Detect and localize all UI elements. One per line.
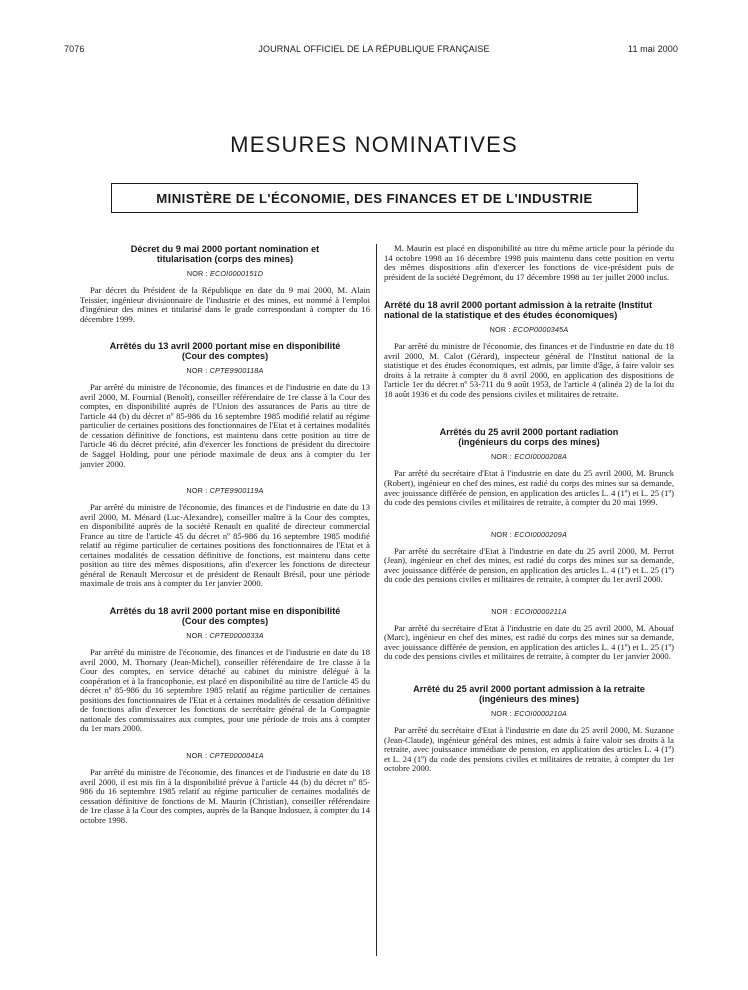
- nor-code: ECOI0000208A: [514, 452, 567, 462]
- nor-code: ECOP0000345A: [512, 325, 569, 335]
- nor-reference: [384, 607, 674, 616]
- nor-reference: [384, 325, 674, 334]
- nor-label: NOR :: [491, 606, 513, 616]
- ministry-name: MINISTÈRE DE L'ÉCONOMIE, DES FINANCES ET DE L'INDUSTRIE: [156, 190, 593, 206]
- section-paragraph: Par arrêté du ministre de l'économie, des finances et de l'industrie en date du 18 avril 2000, il est mis fin à la disponibilité prévue à l'article 44 (b) du décret nº 85-986 du 16 septembre 1985 relatif au régime particulier de certaines modalités de cessation définitive de fonctions de M. Maurin (Christian), conseiller référendaire de 1re classe à la Cour des comptes, auprès de la Banque Indosuez, à compter du 14 octobre 1998.: [80, 766, 370, 825]
- nor-code: CPTE0000041A: [209, 750, 264, 760]
- nor-label: NOR :: [186, 269, 208, 278]
- continued-paragraph: M. Maurin est placé en disponibilité au titre du même article pour la période du 14 octobre 1998 au 16 décembre 1998 puis maintenu dans cette position en vertu des mêmes dispositions afin d'exercer les fonctions de vice-président puis de président de la société Degrémont, du 17 décembre 1998 au 1er juillet 2000 inclus.: [384, 243, 674, 282]
- nor-code: CPTE9900119A: [209, 486, 264, 496]
- nor-label: NOR :: [491, 452, 512, 462]
- arretes-18-avril-heading: [80, 606, 370, 626]
- radiation-heading: [384, 427, 674, 447]
- nor-label: NOR :: [186, 486, 208, 496]
- nor-reference: [80, 269, 370, 278]
- section-title: Arrêté du 18 avril 2000 portant admission à la retraite (Institut national de la statistique et des études économiques): [384, 300, 653, 321]
- nor-code: ECOI0000151D: [210, 269, 264, 278]
- section-paragraph: Par arrêté du ministre de l'économie, des finances et de l'industrie en date du 13 avril 2000, M. Fournial (Benoît), conseiller référendaire de 1re classe à la Cour des comptes, en disponibilité auprès de l'Union des assurances de Paris au titre de l'article 44 (b) du décret nº 85-986 du 16 septembre 1985 modifié relatif au régime particulier de certaines positions des fonctionnaires de l'Etat et à certaines modalités de cessation définitive de fonctions, est maintenu dans cette position au titre de l'article 46 du décret précité, afin d'exercer les fonctions de président du directoire de Saggel Holding, pour une période maximale de deux ans à compter du 1er janvier 2000.: [80, 382, 370, 469]
- section-title: Arrêté du 25 avril 2000 portant admission à la retraite (ingénieurs des mines): [413, 684, 645, 705]
- retraite-mines-heading: [384, 684, 674, 704]
- nor-label: NOR :: [186, 631, 208, 641]
- section-paragraph: Par arrêté du secrétaire d'Etat à l'industrie en date du 25 avril 2000, M. Brunck (Robert), ingénieur en chef des mines, est radié du corps des mines sur sa demande, avec jouissance différée de pension, en application des articles L. 4 (1º) et L. 25 (1º) du code des pensions civiles et militaires de retraite, à compter du 20 mai 1999.: [384, 468, 674, 508]
- section-title: Arrêtés du 18 avril 2000 portant mise en disponibilité (Cour des comptes): [109, 606, 341, 627]
- nor-code: ECOI0000211A: [514, 606, 567, 616]
- page-number: 7076: [64, 44, 85, 54]
- nor-code: CPTE9900118A: [209, 366, 264, 376]
- section-paragraph: Par arrêté du secrétaire d'Etat à l'industrie en date du 25 avril 2000, M. Abouaf (Marc), ingénieur en chef des mines, est radié du corps des mines sur sa demande, avec jouissance différée de pension, en application des articles L. 4 (1º) et L. 25 (1º) du code des pensions civiles et militaires de retraite, à compter du 1er janvier 2000.: [384, 622, 674, 662]
- nor-code: CPTE0000033A: [209, 631, 264, 641]
- nor-reference: [80, 366, 370, 375]
- arretes-13-avril-heading: [80, 341, 370, 361]
- section-paragraph: Par arrêté du secrétaire d'Etat à l'industrie en date du 25 avril 2000, M. Perrot (Jean), ingénieur en chef des mines, est radié du corps des mines sur sa demande, avec jouissance différée de pension, en application des articles L. 4 (1º) et L. 25 (1º) du code des pensions civiles et militaires de retraite, à compter du 1er avril 2000.: [384, 545, 674, 585]
- nor-label: NOR :: [491, 529, 512, 539]
- section-paragraph: Par arrêté du ministre de l'économie, des finances et de l'industrie en date du 18 avril 2000, M. Thornary (Jean-Michel), conseiller référendaire de 1re classe à la Cour des comptes, en service détaché au cabinet du ministre délégué à la coopération et à la francophonie, est placé en disponibilité au titre de l'article 45 du décret nº 85-986 du 16 septembre 1985 relatif au régime particulier de certaines positions des fonctionnaires de l'Etat et à certaines modalités de cessation définitive de fonctions afin d'exercer les fonctions de secrétaire général de la Compagnie nationale des commissaires aux comptes, pour une période de trois ans à compter du 1er mars 2000.: [80, 647, 370, 734]
- nor-label: NOR :: [489, 325, 511, 335]
- section-title: Arrêtés du 25 avril 2000 portant radiation (ingénieurs du corps des mines): [439, 427, 619, 448]
- right-column: [384, 244, 674, 774]
- nor-reference: [80, 751, 370, 760]
- nor-reference: [384, 709, 674, 718]
- nor-label: NOR :: [186, 366, 208, 376]
- page-title: MESURES NOMINATIVES: [230, 132, 518, 157]
- column-divider: [376, 244, 377, 956]
- issue-date: 11 mai 2000: [628, 44, 678, 54]
- nor-reference: [80, 631, 370, 640]
- nor-reference: [80, 486, 370, 495]
- section-title: Décret du 9 mai 2000 portant nomination et titularisation (corps des mines): [130, 244, 320, 264]
- section-title: Arrêtés du 13 avril 2000 portant mise en disponibilité (Cour des comptes): [109, 341, 341, 362]
- section-paragraph: Par arrêté du ministre de l'économie, des finances et de l'industrie en date du 18 avril 2000, M. Calot (Gérard), inspecteur général de l'Institut national de la statistique et des études économiques, est admis, par limite d'âge, à faire valoir ses droits à la retraite à compter du 8 avril 2000, en application des dispositions de l'article 1er du décret nº 53-711 du 9 août 1953, de l'article 4 (alinéa 2) de la loi du 18 août 1936 et du code des pensions civiles et militaires de retraite.: [384, 341, 674, 399]
- nor-label: NOR :: [186, 750, 208, 760]
- journal-title: JOURNAL OFFICIEL DE LA RÉPUBLIQUE FRANÇAISE: [258, 44, 490, 54]
- section-paragraph: Par décret du Président de la République en date du 9 mai 2000, M. Alain Teissier, ingénieur divisionnaire de l'industrie et des mines, est nommé à l'emploi d'ingénieur des mines et titularisé dans le grade correspondant à compter du 16 décembre 1999.: [80, 285, 370, 324]
- left-column: [80, 244, 370, 825]
- section-paragraph: Par arrêté du secrétaire d'Etat à l'industrie en date du 25 avril 2000, M. Suzanne (Jean-Claude), ingénieur général des mines, est admis à faire valoir ses droits à la retraite, avec jouissance immédiate de pension, en application des articles L. 4 (1º) et L. 24 (1º) du code des pensions civiles et militaires de retraite, à compter du 1er octobre 2000.: [384, 725, 674, 774]
- decree-section: [80, 244, 370, 264]
- section-paragraph: Par arrêté du ministre de l'économie, des finances et de l'industrie en date du 13 avril 2000, M. Ménard (Luc-Alexandre), conseiller maître à la Cour des comptes, en disponibilité auprès de la société Renault en qualité de directeur commercial France au titre de l'article 45 du décret nº 85-986 du 16 septembre 1985 modifié relatif au régime particulier de certaines positions des fonctionnaires de l'Etat et à certaines modalités de cessation définitive de fonctions, est maintenu dans cette position au titre des mêmes dispositions, afin d'exercer les fonctions de directeur général de Renault Mercosur et de président de Renault Brésil, pour une période maximale de trois ans à compter du 1er janvier 2000.: [80, 502, 370, 589]
- nor-code: ECOI0000210A: [514, 709, 567, 719]
- nor-label: NOR :: [491, 709, 512, 719]
- ministry-banner: [111, 183, 638, 213]
- nor-code: ECOI0000209A: [514, 529, 567, 539]
- nor-reference: [384, 530, 674, 539]
- nor-reference: [384, 452, 674, 461]
